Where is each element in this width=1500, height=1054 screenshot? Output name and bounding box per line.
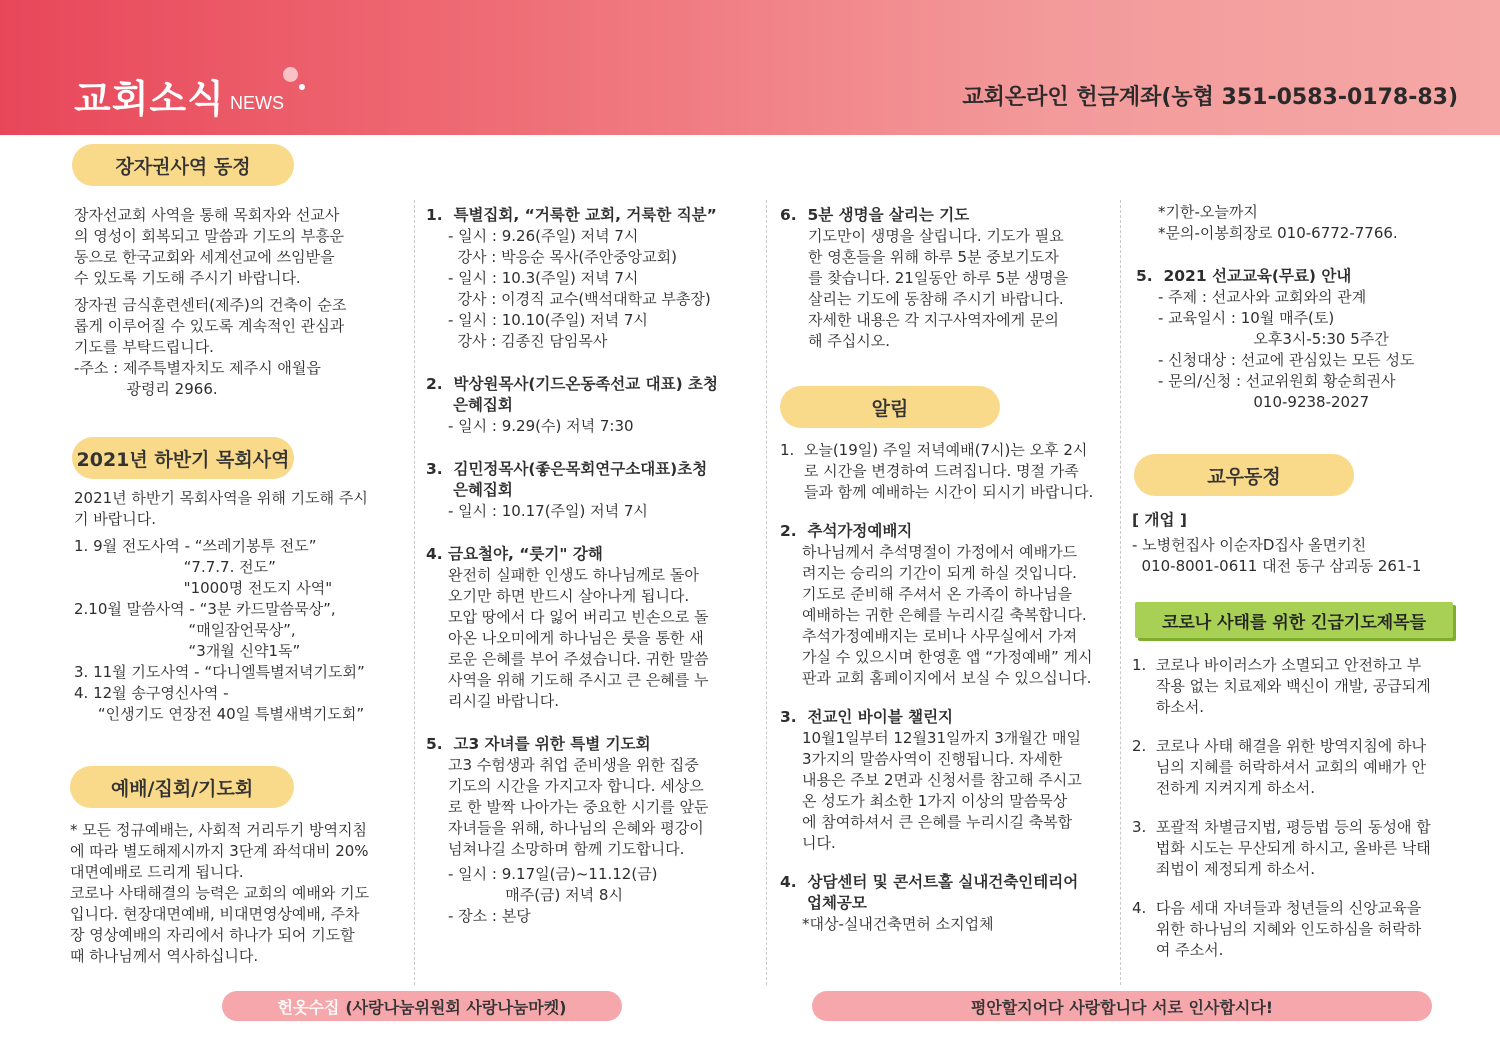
item-heading: 1. 특별집회, “거룩한 교회, 거룩한 직분” [426, 206, 717, 224]
item-body: *기한-오늘까지 *문의-이봉희장로 010-6772-7766. [1158, 203, 1398, 242]
list-item [426, 544, 756, 712]
decor-dot-icon [283, 67, 298, 82]
item-heading: 4. 금요철야, “룻기" 강해 [426, 545, 603, 563]
item-body: 기도만이 생명을 살립니다. 기도가 필요 한 영혼들을 위해 하루 5분 중보기도자 를 찾습니다. 21일동안 하루 5분 생명을 살리는 기도에 동참해 주시기 바랍니다. 자세한 내용은 각 지구사역자에게 문의 해 주십시오. [808, 227, 1069, 350]
item-heading: 3. 김민정목사(좋은목회연구소대표)초청 은혜집회 [426, 460, 708, 499]
item-body: - 일시 : 9.26(주일) 저녁 7시 강사 : 박응순 목사(주안중앙교회) - 일시 : 10.3(주일) 저녁 7시 강사 : 이경직 교수(백석대학교 부총장) - 일시 : 10.10(주일) 저녁 7시 강사 : 김종진 담임목사 [448, 227, 711, 350]
item-body: - 주제 : 선교사와 교회와의 관계 - 교육일시 : 10월 매주(토) 오후3시-5:30 5주간 - 신청대상 : 선교에 관심있는 모든 성도 - 문의/신청 : 선교위원회 황순희권사 010-9238-2027 [1158, 288, 1415, 411]
item-body: - 일시 : 10.17(주일) 저녁 7시 [448, 502, 648, 520]
page-title: 교회소식 [74, 77, 225, 121]
list-item [1132, 817, 1486, 880]
section-body-jangja [74, 205, 404, 406]
item-body: 하나님께서 추석명절이 가정에서 예배가드 려지는 승리의 기간이 되게 하실 것입니다. 기도로 준비해 주셔서 온 가족이 하나님을 예배하는 귀한 은혜를 누리시길 축복합니다. 추석가정예배지는 로비나 사무실에서 가져 가실 수 있으시며 한영훈 앱 “가정예배” 게시 판과 교회 홈페이지에서 보실 수 있으십니다. [802, 543, 1093, 687]
list-item [1136, 266, 1486, 413]
list-item [780, 872, 1114, 935]
list-item [426, 459, 756, 522]
prayer-item-6 [780, 205, 1114, 352]
item-heading: 3. 전교인 바이블 챌린지 [780, 708, 954, 726]
section-title-members: 교우동정 [1134, 454, 1354, 496]
footer-text: 평안할지어다 사랑합니다 서로 인사합시다! [970, 997, 1274, 1017]
corona-prayer-list [1132, 655, 1486, 979]
members-news [1132, 510, 1486, 577]
news-label: NEWS [230, 93, 284, 113]
section-title-notice: 알림 [780, 386, 1000, 428]
decor-dot-small-icon [299, 84, 305, 90]
section-title-corona-prayer: 코로나 사태를 위한 긴급기도제목들 [1135, 602, 1453, 638]
item-schedule: - 일시 : 9.17일(금)~11.12(금) 매주(금) 저녁 8시 - 장소 : 본당 [448, 865, 658, 925]
col4-top [1136, 202, 1486, 413]
item-heading: 2. 박상원목사(기드온동족선교 대표) 초청 은혜집회 [426, 375, 718, 414]
section-title-jangja: 장자권사역 동정 [72, 144, 294, 186]
notice-list [780, 440, 1114, 953]
offering-account: 교회온라인 헌금계좌(농협 351-0583-0178-83) [962, 85, 1458, 110]
list-item [1132, 898, 1486, 961]
item-body: 고3 수험생과 취업 준비생을 위한 집중 기도의 시간을 가지고자 합니다. 세상으 로 한 발짝 나아가는 중요한 시기를 앞둔 자녀들을 위해, 하나님의 은혜와 평강이 넘쳐나길 소망하며 함께 기도합니다. [448, 756, 709, 858]
item-body: 2. 코로나 사태 해결을 위한 방역지침에 하나 님의 지혜를 허락하셔서 교회의 예배가 안 전하게 지켜지게 하소서. [1132, 737, 1427, 797]
header-banner [0, 0, 1500, 135]
list-item [780, 521, 1114, 689]
item-heading: 5. 2021 선교교육(무료) 안내 [1136, 267, 1352, 285]
paragraph: * 모든 정규예배는, 사회적 거리두기 방역지침 에 따라 별도해제시까지 3단계 좌석대비 20% 대면예배로 드리게 됩니다. 코로나 사태해결의 능력은 교회의 예배와 기도 입니다. 현장대면예배, 비대면영상예배, 주차 장 영상예배의 자리에서 하나가 되어 기도할 때 하나님께서 역사하십니다. [70, 821, 370, 965]
list-item [426, 734, 756, 927]
item-heading: 5. 고3 자녀를 위한 특별 기도회 [426, 735, 651, 753]
paragraph: 2021년 하반기 목회사역을 위해 기도해 주시 기 바랍니다. [74, 489, 368, 528]
column-divider [414, 200, 415, 985]
column-divider [766, 200, 767, 985]
item-body: 10월1일부터 12월31일까지 3개월간 매일 3가지의 말씀사역이 진행됩니다. 자세한 내용은 주보 2면과 신청서를 참고해 주시고 온 성도가 최소한 1가지 이상의 말씀묵상 에 참여하셔서 큰 은혜를 누리시길 축복합 니다. [802, 729, 1082, 852]
list-item [1132, 655, 1486, 718]
item-body: 3. 포괄적 차별금지법, 평등법 등의 동성애 합 법화 시도는 무산되게 하시고, 올바른 낙태 죄법이 제정되게 하소서. [1132, 818, 1431, 878]
paragraph: 장자권 금식훈련센터(제주)의 건축이 순조 롭게 이루어질 수 있도록 계속적인 관심과 기도를 부탁드립니다. -주소 : 제주특별자치도 제주시 애월읍 광령리 2966. [74, 296, 347, 398]
list-item [426, 205, 756, 352]
item-body: 완전히 실패한 인생도 하나님께로 돌아 오기만 하면 반드시 살아나게 됩니다. 모압 땅에서 다 잃어 버리고 빈손으로 돌 아온 나오미에게 하나님은 룻을 통한 새 로운 은혜를 부어 주셨습니다. 귀한 말씀 사역을 위해 기도해 주시고 큰 은혜를 누 리시길 바랍니다. [448, 566, 709, 710]
item-heading: 4. 상담센터 및 콘서트홀 실내건축인테리어 업체공모 [780, 873, 1079, 912]
section-body-ministry [74, 488, 404, 731]
footer-text: (사랑나눔위원회 사랑나눔마켓) [345, 997, 567, 1017]
column-divider [1120, 200, 1121, 985]
item-body: 1. 코로나 바이러스가 소멸되고 안전하고 부 작용 없는 치료제와 백신이 개발, 공급되게 하소서. [1132, 656, 1431, 716]
list-item [780, 440, 1114, 503]
list-item [1132, 736, 1486, 799]
item-body: 4. 다음 세대 자녀들과 청년들의 신앙교육을 위한 하나님의 지혜와 인도하심을 허락하 여 주소서. [1132, 899, 1422, 959]
footer-clothing-drive [222, 991, 622, 1021]
item-body: *대상-실내건축면허 소지업체 [802, 915, 994, 933]
open-label: [ 개업 ] [1132, 511, 1187, 529]
ministry-list: 1. 9월 전도사역 - “쓰레기봉투 전도” “7.7.7. 전도” "1000명 전도지 사역" 2.10월 말씀사역 - “3분 카드말씀묵상”, “매일잠언묵상”, “3개월 신약1독” 3. 11월 기도사역 - “다니엘특별저녁기도회” 4. 12월 송구영신사역 - “인생기도 연장전 40일 특별새벽기도회” [74, 537, 365, 723]
list-item [780, 707, 1114, 854]
section-body-worship [70, 820, 404, 973]
footer-greeting [812, 991, 1432, 1021]
section-title-worship: 예배/집회/기도회 [70, 766, 294, 808]
item-body: 1. 오늘(19일) 주일 저녁예배(7시)는 오후 2시 로 시간을 변경하여 드려집니다. 명절 가족 들과 함께 예배하는 시간이 되시기 바랍니다. [780, 441, 1094, 501]
footer-accent: 헌옷수집 [277, 997, 340, 1017]
item-body: - 일시 : 9.29(수) 저녁 7:30 [448, 417, 634, 435]
paragraph: 장자선교회 사역을 통해 목회자와 선교사 의 영성이 회복되고 말씀과 기도의 부흥운 동으로 한국교회와 세계선교에 쓰임받을 수 있도록 기도해 주시기 바랍니다. [74, 206, 345, 287]
item-heading: 6. 5분 생명을 살리는 기도 [780, 206, 970, 224]
list-item [426, 374, 756, 437]
item-heading: 2. 추석가정예배지 [780, 522, 913, 540]
events-list [426, 205, 756, 945]
section-title-ministry: 2021년 하반기 목회사역 [72, 437, 294, 479]
open-body: - 노병헌집사 이순자D집사 올면키친 010-8001-0611 대전 동구 삼괴동 261-1 [1132, 536, 1422, 575]
